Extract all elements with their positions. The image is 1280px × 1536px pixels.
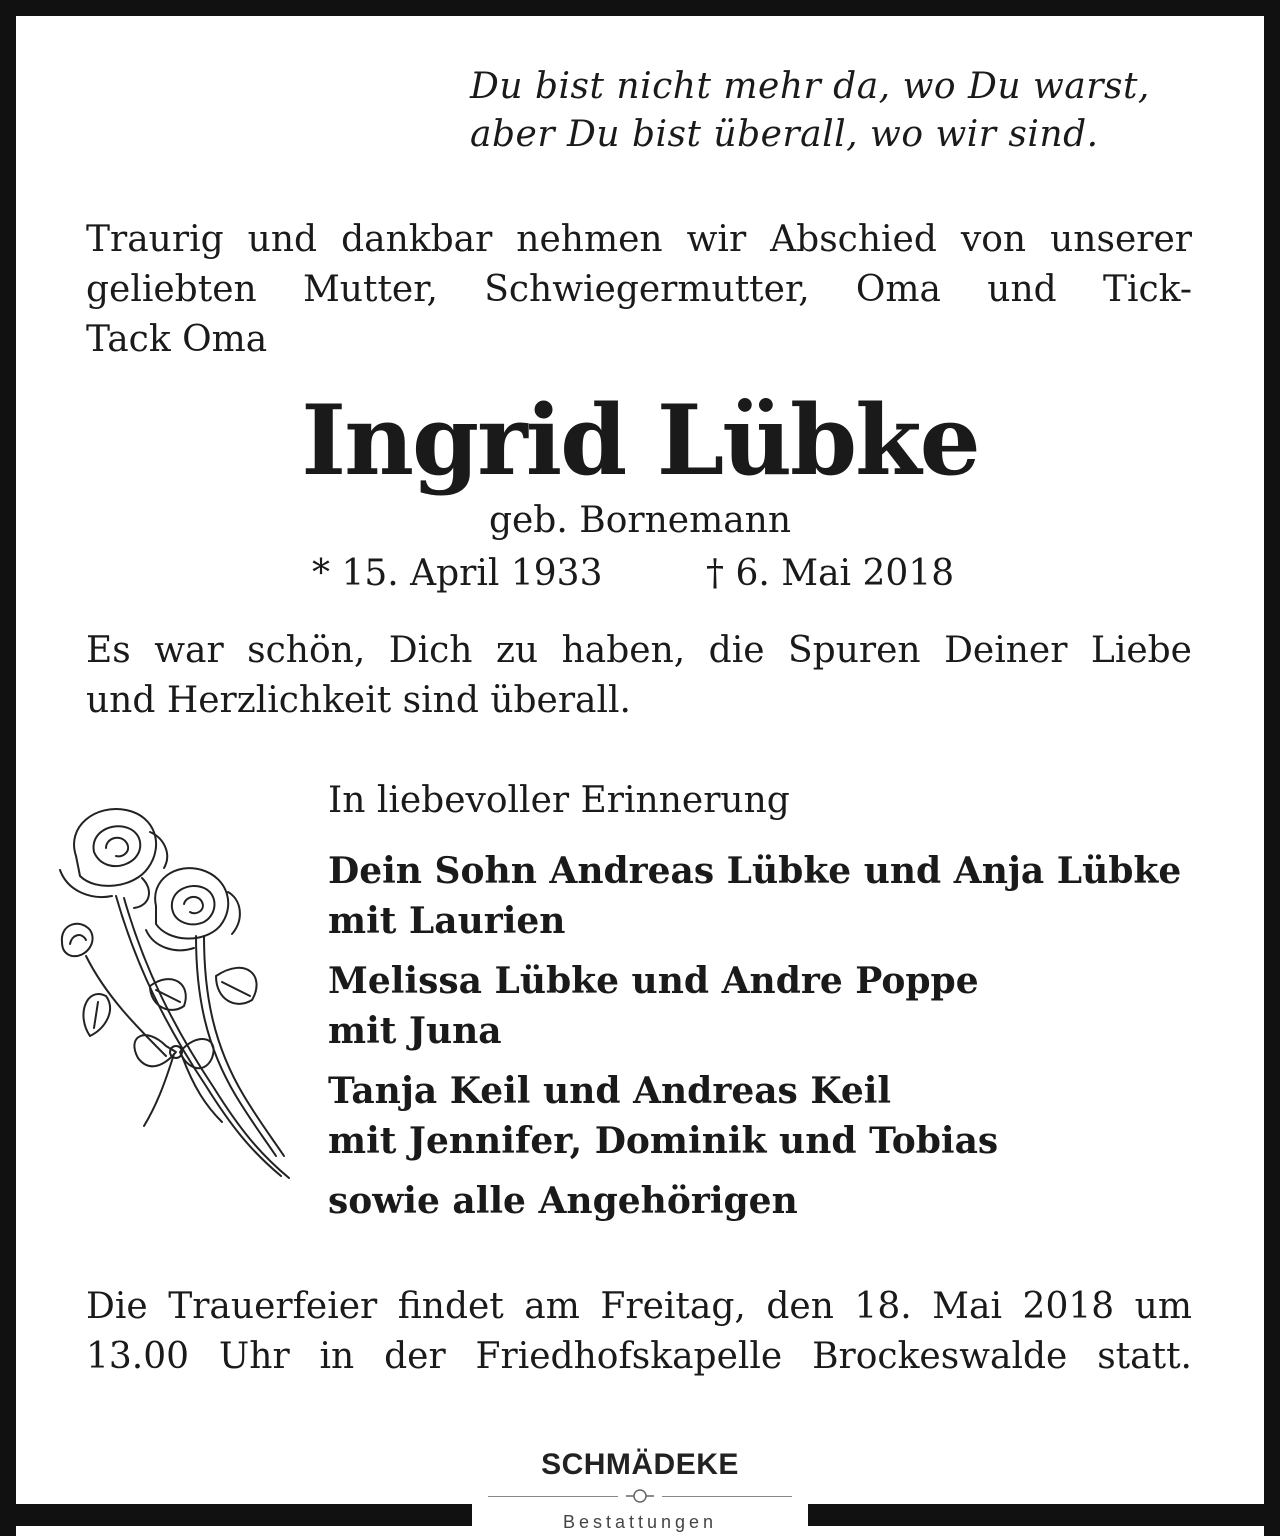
service-line-2: 13.00 Uhr in der Friedhofskapelle Brockeswalde statt.: [86, 1336, 1192, 1377]
roses-illustration-icon: [46, 796, 296, 1186]
mourner-line: Dein Sohn Andreas Lübke und Anja Lübke: [328, 850, 1182, 892]
death-date: † 6. Mai 2018: [706, 553, 955, 594]
logo-divider-right: [662, 1496, 792, 1497]
intro-line-2: geliebten Mutter, Schwiegermutter, Oma und Tick-: [86, 269, 1192, 310]
mourner-line: mit Jennifer, Dominik und Tobias: [328, 1120, 999, 1162]
undertaker-logo-subtitle: Bestattungen: [562, 1512, 718, 1532]
mourner-line: Melissa Lübke und Andre Poppe: [328, 960, 979, 1002]
motto-line-2: aber Du bist überall, wo wir sind.: [470, 114, 1099, 155]
mourner-line: sowie alle Angehörigen: [328, 1180, 798, 1222]
intro-paragraph: [86, 215, 1192, 365]
motto-line-1: Du bist nicht mehr da, wo Du warst,: [470, 66, 1150, 107]
deceased-name: Ingrid Lübke: [301, 384, 979, 497]
birth-date: * 15. April 1933: [312, 553, 603, 594]
logo-ornament-icon: [624, 1486, 656, 1506]
logo-divider-left: [488, 1496, 618, 1497]
service-line-1: Die Trauerfeier findet am Freitag, den 18. Mai 2018 um: [86, 1286, 1192, 1327]
service-paragraph: [86, 1282, 1192, 1382]
quote-line-2: und Herzlichkeit sind überall.: [86, 680, 631, 721]
quote-line-1: Es war schön, Dich zu haben, die Spuren Deiner Liebe: [86, 630, 1192, 671]
frame-border-right: [1264, 0, 1280, 1536]
mourner-line: Tanja Keil und Andreas Keil: [328, 1070, 892, 1112]
frame-border-top: [0, 0, 1280, 16]
birth-name: geb. Bornemann: [488, 500, 792, 541]
frame-border-left: [0, 0, 16, 1536]
mourner-line: mit Laurien: [328, 900, 566, 942]
remembrance-heading: In liebevoller Erinnerung: [328, 780, 790, 821]
undertaker-logo-name: SCHMÄDEKE: [541, 1448, 739, 1481]
intro-line-1: Traurig und dankbar nehmen wir Abschied von unserer: [86, 219, 1192, 260]
quote-paragraph: [86, 626, 1192, 726]
intro-line-3: Tack Oma: [86, 319, 268, 360]
mourner-line: mit Juna: [328, 1010, 502, 1052]
